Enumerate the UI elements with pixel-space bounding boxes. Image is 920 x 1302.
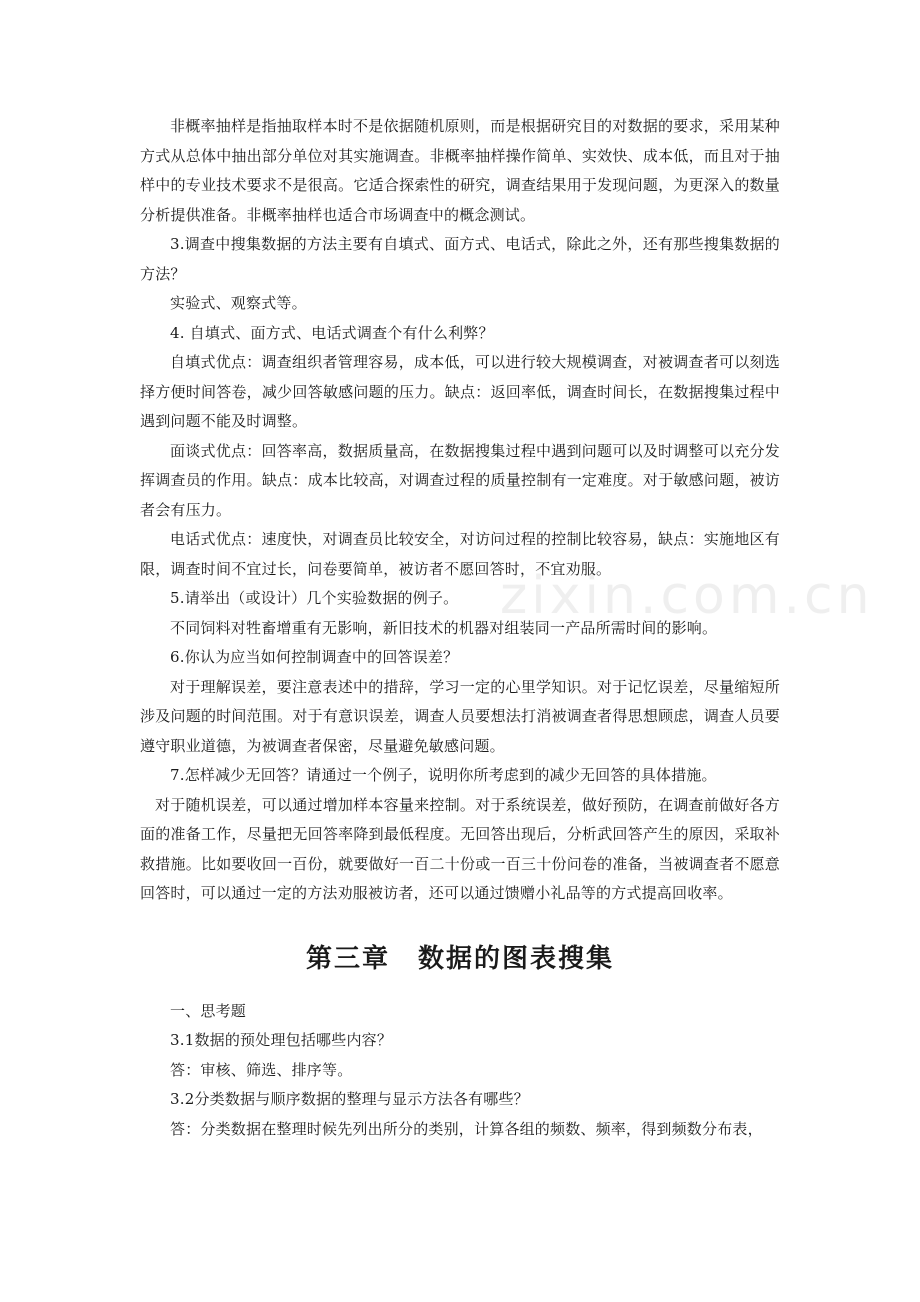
answer-4-self-administered: 自填式优点：调查组织者管理容易，成本低，可以进行较大规模调查，对被调查者可以刻选择方便时间答卷，减少回答敏感问题的压力。缺点：返回率低，调查时间长，在数据搜集过程中遇到问题不能及时调整。 — [140, 353, 780, 430]
question-5: 5.请举出（或设计）几个实验数据的例子。 — [170, 589, 459, 607]
question-7: 7.怎样减少无回答？请通过一个例子，说明你所考虑到的减少无回答的具体措施。 — [170, 766, 717, 784]
chapter-title: 第三章 数据的图表搜集 — [305, 943, 614, 974]
section-heading-questions: 一、思考题 — [170, 1001, 247, 1020]
answer-4-telephone: 电话式优点：速度快，对调查员比较安全，对访问过程的控制比较容易，缺点：实施地区有限，调查时间不宜过长，问卷要简单，被访者不愿回答时，不宜劝服。 — [140, 530, 780, 578]
paragraph-nonprobability-sampling: 非概率抽样是指抽取样本时不是依据随机原则，而是根据研究目的对数据的要求，采用某种方式从总体中抽出部分单位对其实施调查。非概率抽样操作简单、实效快、成本低，而且对于抽样中的专业技术要求不是很高。它适合探索性的研究，调查结果用于发现问题，为更深入的数量分析提供准备。非概率抽样也适合市场调查中的概念测试。 — [140, 117, 780, 224]
watermark: zixin.com.cn — [500, 566, 874, 626]
question-3-2: 3.2分类数据与顺序数据的整理与显示方法各有哪些？ — [170, 1090, 529, 1108]
question-3: 3.调查中搜集数据的方法主要有自填式、面方式、电话式，除此之外，还有那些搜集数据的方法？ — [140, 235, 780, 283]
document-page — [140, 112, 780, 1144]
question-4: 4. 自填式、面方式、电话式调查个有什么利弊？ — [170, 323, 494, 342]
answer-4-interview: 面谈式优点：回答率高，数据质量高，在数据搜集过程中遇到问题可以及时调整可以充分发挥调查员的作用。缺点：成本比较高，对调查过程的质量控制有一定难度。对于敏感问题，被访者会有压力。 — [140, 441, 780, 519]
question-3-1: 3.1数据的预处理包括哪些内容？ — [170, 1031, 393, 1049]
answer-3-2: 答：分类数据在整理时候先列出所分的类别，计算各组的频数、频率，得到频数分布表， — [170, 1119, 763, 1138]
answer-5: 不同饲料对牲畜增重有无影响，新旧技术的机器对组装同一产品所需时间的影响。 — [170, 618, 718, 637]
answer-3-1: 答：审核、筛选、排序等。 — [170, 1060, 353, 1079]
answer-3: 实验式、观察式等。 — [170, 294, 307, 312]
question-6: 6.你认为应当如何控制调查中的回答误差？ — [170, 648, 459, 666]
answer-7: 对于随机误差，可以通过增加样本容量来控制。对于系统误差，做好预防，在调查前做好各方面的准备工作，尽量把无回答率降到最低程度。无回答出现后，分析武回答产生的原因，采取补救措施。比如要收回一百份，就要做好一百二十份或一百三十份问卷的准备，当被调查者不愿意回答时，可以通过一定的方法劝服被访者，还可以通过馈赠小礼品等的方式提高回收率。 — [140, 795, 780, 902]
answer-6: 对于理解误差，要注意表述中的措辞，学习一定的心里学知识。对于记忆误差，尽量缩短所涉及问题的时间范围。对于有意识误差，调查人员要想法打消被调查者得思想顾虑，调查人员要遵守职业道德，为被调查者保密，尽量避免敏感问题。 — [140, 677, 780, 755]
